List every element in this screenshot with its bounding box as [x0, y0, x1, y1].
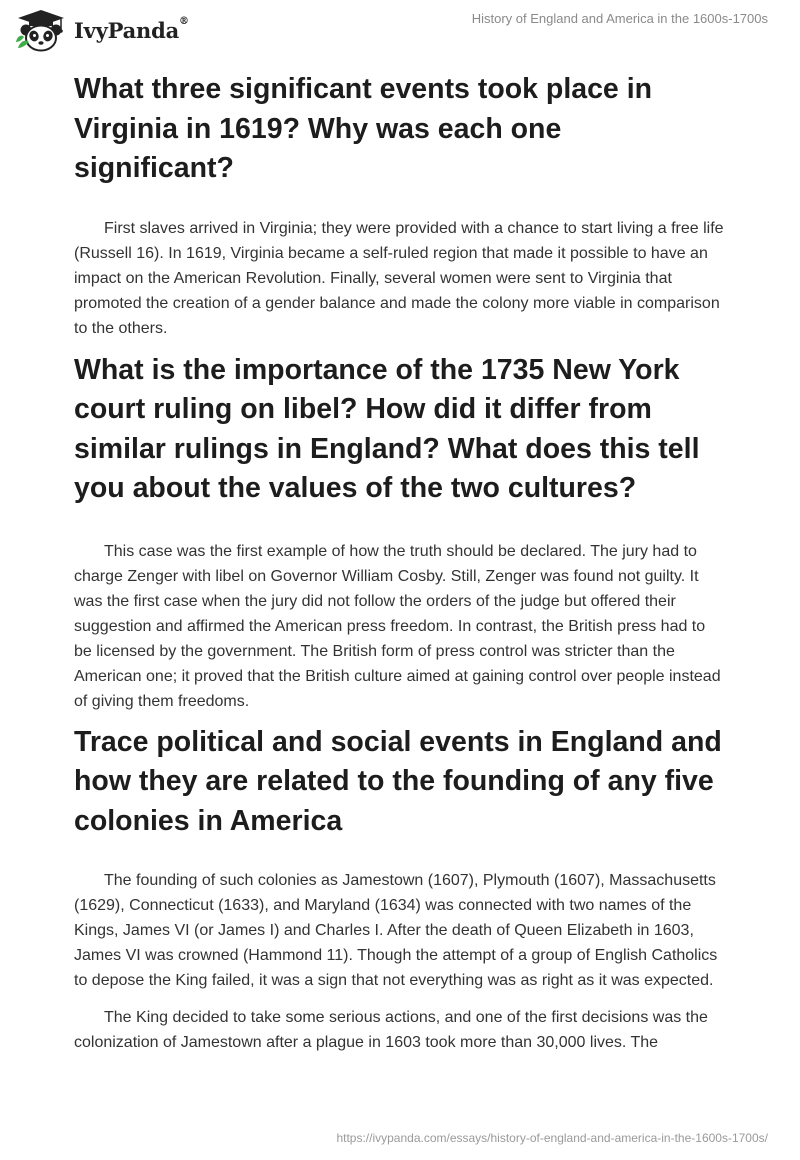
- panda-logo-icon: [14, 8, 68, 52]
- page-header: [0, 0, 800, 60]
- document-title: History of England and America in the 1600s-1700s: [471, 11, 768, 26]
- logo-wordmark: IvyPanda®: [74, 15, 189, 43]
- section-heading: Trace political and social events in England and how they are related to the founding of any five colonies in America: [74, 725, 722, 837]
- section-heading: What three significant events took place in Virginia in 1619? Why was each one significant?: [74, 73, 653, 184]
- paragraph: This case was the first example of how the truth should be declared. The jury had to charge Zenger with libel on Governor William Cosby. Still, Zenger was found not guilty. It was the first case when the jury did not follow the orders of the judge but offered their suggestion and affirmed the American press freedom. In contrast, the British press had to be licensed by the government. The British form of press control was stricter than the American one; it proved that the British culture aimed at gaining control over people instead of giving them freedoms.: [74, 542, 721, 710]
- section-virginia-1619: [74, 70, 726, 341]
- section-ny-libel-ruling: [74, 351, 726, 714]
- section-england-colonies: [74, 723, 726, 1056]
- essay-content: [74, 70, 726, 1055]
- paragraph: The founding of such colonies as Jamestown (1607), Plymouth (1607), Massachusetts (1629), Connecticut (1633), and Maryland (1634) was connected with two names of the Kings, James VI (or James I) and Charles I. After the death of Queen Elizabeth in 1603, James VI was crowned (Hammond 11). Though the attempt of a group of English Catholics to depose the King failed, it was a sign that not everything was as right as it was expected.: [74, 872, 718, 989]
- registered-mark: ®: [179, 15, 189, 27]
- paragraph: The King decided to take some serious actions, and one of the first decisions was the colonization of Jamestown after a plague in 1603 took more than 30,000 lives. The: [74, 1009, 708, 1051]
- section-heading: What is the importance of the 1735 New York court ruling on libel? How did it differ from similar rulings in England? What does this tell you about the values of the two cultures?: [74, 353, 700, 504]
- source-url[interactable]: https://ivypanda.com/essays/history-of-england-and-america-in-the-1600s-1700s/: [336, 1131, 768, 1145]
- paragraph: First slaves arrived in Virginia; they were provided with a chance to start living a free life (Russell 16). In 1619, Virginia became a self-ruled region that made it possible to have an impact on the American Revolution. Finally, several women were sent to Virginia that promoted the creation of a gender balance and made the colony more viable in comparison to the others.: [74, 219, 724, 337]
- ivypanda-logo[interactable]: [14, 8, 189, 52]
